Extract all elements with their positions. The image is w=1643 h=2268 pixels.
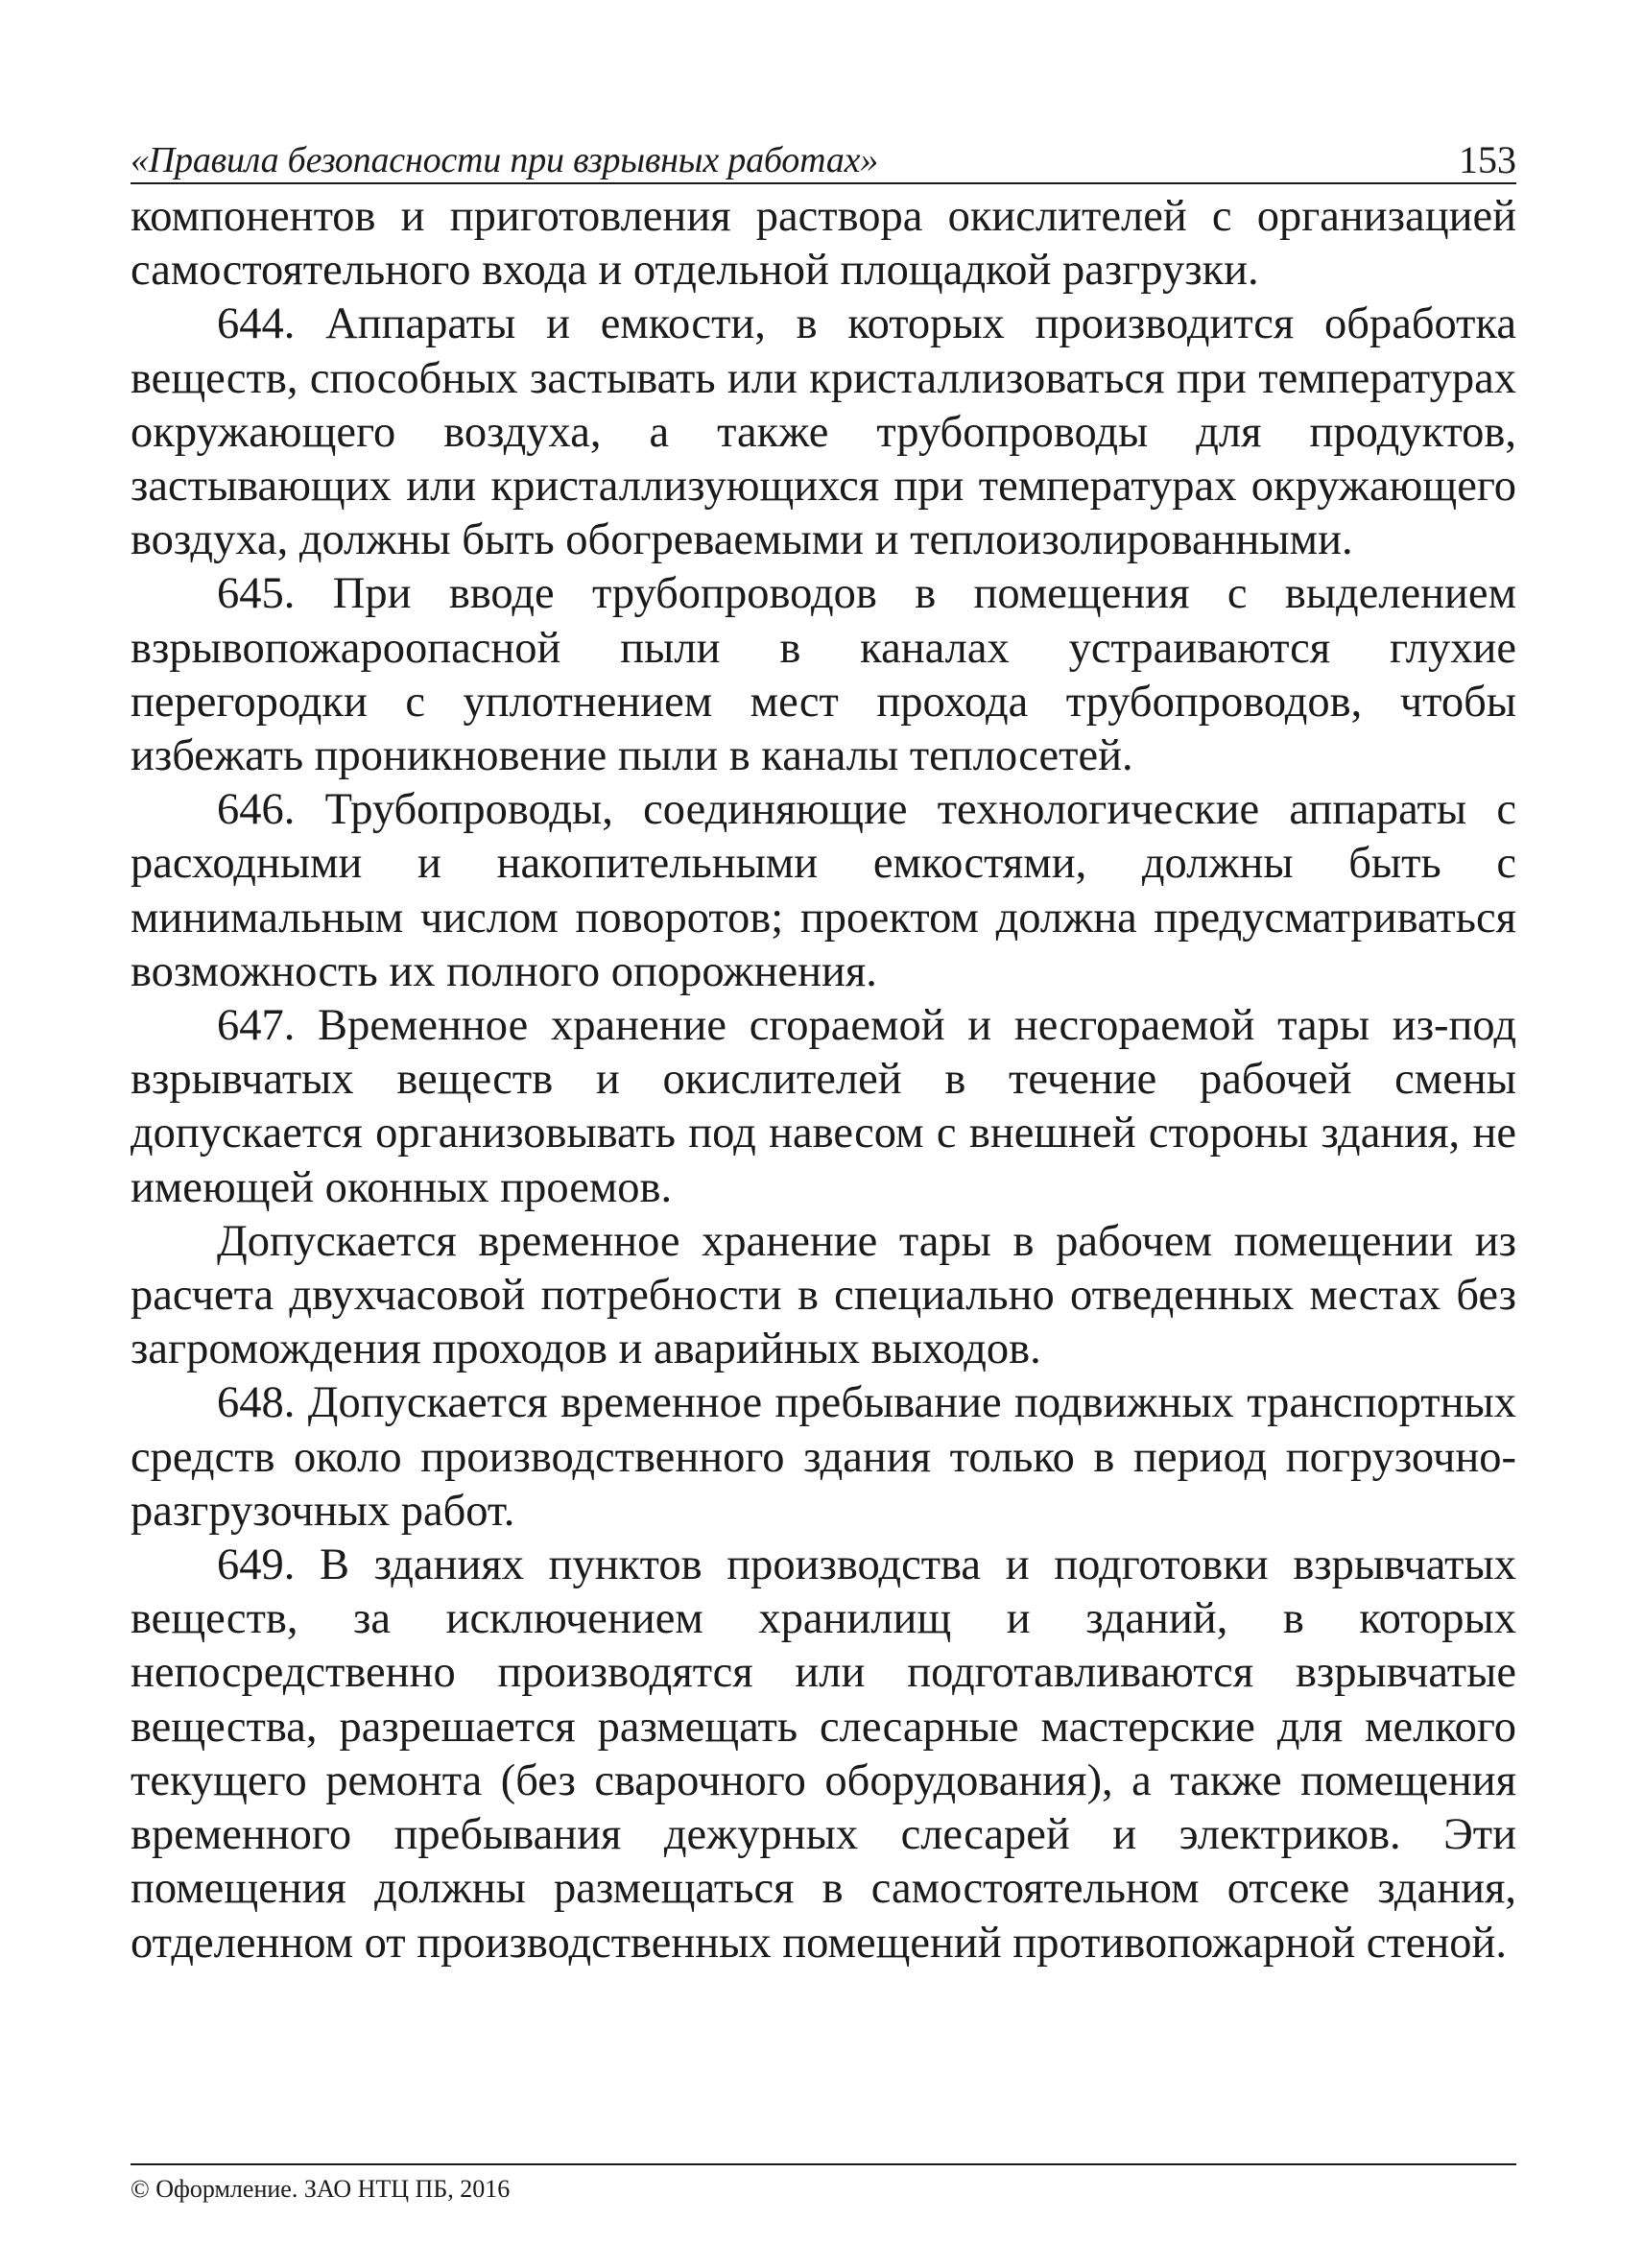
document-body [131, 190, 1516, 1970]
page-number: 153 [1459, 138, 1516, 181]
paragraph-647: 647. Временное хранение сгораемой и несгораемой тары из-под взрывчатых веществ и окислителей в течение рабочей смены допускается организовывать под навесом с внешней стороны здания, не имеющей оконных проемов. [131, 1001, 1516, 1212]
copyright-notice: © Оформление. ЗАО НТЦ ПБ, 2016 [131, 2175, 511, 2203]
running-header [131, 123, 1516, 184]
paragraph-644: 644. Аппараты и емкости, в которых производится обработка веществ, способных застывать или кристаллизоваться при температурах окружающего воздуха, а также трубопроводы для продуктов, застывающих или кристаллизующихся при температурах окружающего воздуха, должны быть обогреваемыми и теплоизолированными. [131, 299, 1516, 565]
page-footer [131, 2163, 1516, 2206]
paragraph-645: 645. При вводе трубопроводов в помещения с выделением взрывопожароопасной пыли в каналах устраиваются глухие перегородки с уплотнением мест прохода трубопроводов, чтобы избежать проникновение пыли в каналы теплосетей. [131, 569, 1516, 781]
document-page [131, 123, 1516, 1970]
paragraph-649: 649. В зданиях пунктов производства и подготовки взрывчатых веществ, за исключением хранилищ и зданий, в которых непосредственно производятся или подготавливаются взрывчатые вещества, разрешается размещать слесарные мастерские для мелкого текущего ремонта (без сварочного оборудования), а также помещения временного пребывания дежурных слесарей и электриков. Эти помещения должны размещаться в самостоятельном отсеке здания, отделенном от производственных помещений противопожарной стеной. [131, 1540, 1516, 1968]
paragraph-646: 646. Трубопроводы, соединяющие технологические аппараты с расходными и накопительными емкостями, должны быть с минимальным числом поворотов; проектом должна предусматриваться возможность их полного опорожнения. [131, 785, 1516, 996]
paragraph-647-addendum: Допускается временное хранение тары в рабочем помещении из расчета двухчасовой потребности в специально отведенных местах без загромождения проходов и аварийных выходов. [131, 1216, 1516, 1374]
paragraph-continuation: компонентов и приготовления раствора окислителей с организацией самостоятельного входа и отдельной площадкой разгрузки. [131, 192, 1516, 296]
running-title: «Правила безопасности при взрывных работах» [131, 140, 879, 180]
paragraph-648: 648. Допускается временное пребывание подвижных транспортных средств около производственного здания только в период погрузочно-разгрузочных работ. [131, 1378, 1516, 1536]
